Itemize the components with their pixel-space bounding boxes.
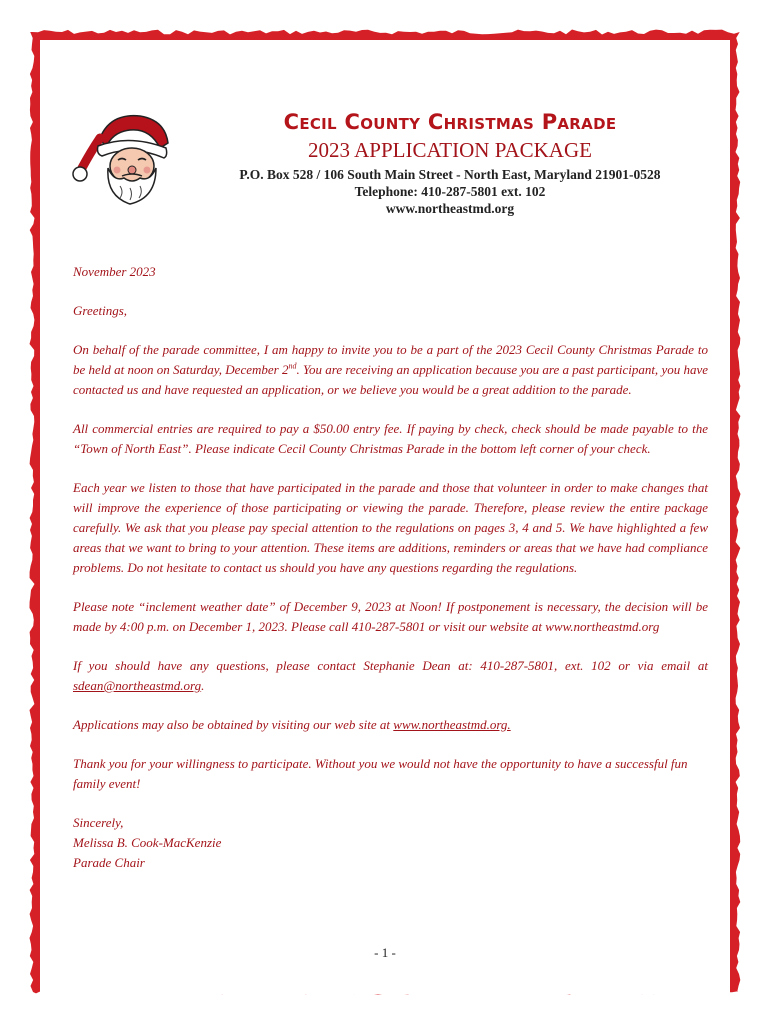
contact-email-link[interactable]: sdean@northeastmd.org <box>73 678 202 693</box>
parade-title: Cecil County Christmas Parade <box>283 110 617 134</box>
signer-title: Parade Chair <box>73 855 145 870</box>
letter-body <box>73 262 708 873</box>
page-number: - 1 - <box>374 945 396 960</box>
mailing-address: P.O. Box 528 / 106 South Main Street - North East, Maryland 21901-0528 <box>239 167 661 182</box>
website-link[interactable]: www.northeastmd.org. <box>393 717 511 732</box>
paragraph-regulations: Each year we listen to those that have participated in the parade and those that volunteer in order to make changes that will improve the experience of those participating or viewing the parade. Therefore, please review the entire package carefully. We ask that you please pay special attention to the regulations on pages 3, 4 and 5. We have highlighted a few areas that we want to bring to your attention. These items are additions, reminders or areas that we have had compliance problems. Do not hesitate to contact us should you have any questions regarding the regulations. <box>73 480 708 575</box>
paragraph-invitation-text-b: . You are receiving an application because you are a past participant, you have contacted us and have requested an application, or we believe you would be a great addition to the parade. <box>73 362 709 397</box>
paragraph-invitation-text-a: On behalf of the parade committee, I am happy to invite you to be a part of the 2023 Cecil County Christmas Parade to be held at noon on Saturday, December 2 <box>73 342 708 377</box>
closing: Sincerely, <box>73 815 124 830</box>
package-subtitle: 2023 APPLICATION PACKAGE <box>308 138 592 162</box>
paragraph-contact-end: . <box>201 678 205 693</box>
letter-greeting: Greetings, <box>73 303 128 318</box>
paragraph-website <box>73 715 708 735</box>
letterhead <box>200 108 700 217</box>
letter-date: November 2023 <box>73 264 156 279</box>
ordinal-suffix: nd <box>288 361 297 371</box>
paragraph-entry-fee: All commercial entries are required to pay a $50.00 entry fee. If paying by check, check should be made payable to the “Town of North East”. Please indicate Cecil County Christmas Parade in the bottom left corner of your check. <box>73 421 708 456</box>
paragraph-weather-date: Please note “inclement weather date” of December 9, 2023 at Noon! If postponement is necessary, the decision will be made by 4:00 p.m. on December 1, 2023. Please call 410-287-5801 or visit our website at www.northeastmd.org <box>73 599 708 634</box>
paragraph-website-text: Applications may also be obtained by visiting our web site at <box>73 717 394 732</box>
paragraph-contact <box>73 656 708 696</box>
paragraph-thanks: Thank you for your willingness to participate. Without you we would not have the opportunity to have a successful fun family event! <box>73 756 688 791</box>
website-line: www.northeastmd.org <box>385 201 515 216</box>
santa-icon <box>70 108 180 208</box>
paragraph-contact-text: If you should have any questions, please contact Stephanie Dean at: 410-287-5801, ext. 102 or via email at <box>73 658 708 673</box>
telephone-line: Telephone: 410-287-5801 ext. 102 <box>354 184 546 199</box>
paragraph-invitation <box>73 340 708 400</box>
signer-name: Melissa B. Cook-MacKenzie <box>73 835 222 850</box>
